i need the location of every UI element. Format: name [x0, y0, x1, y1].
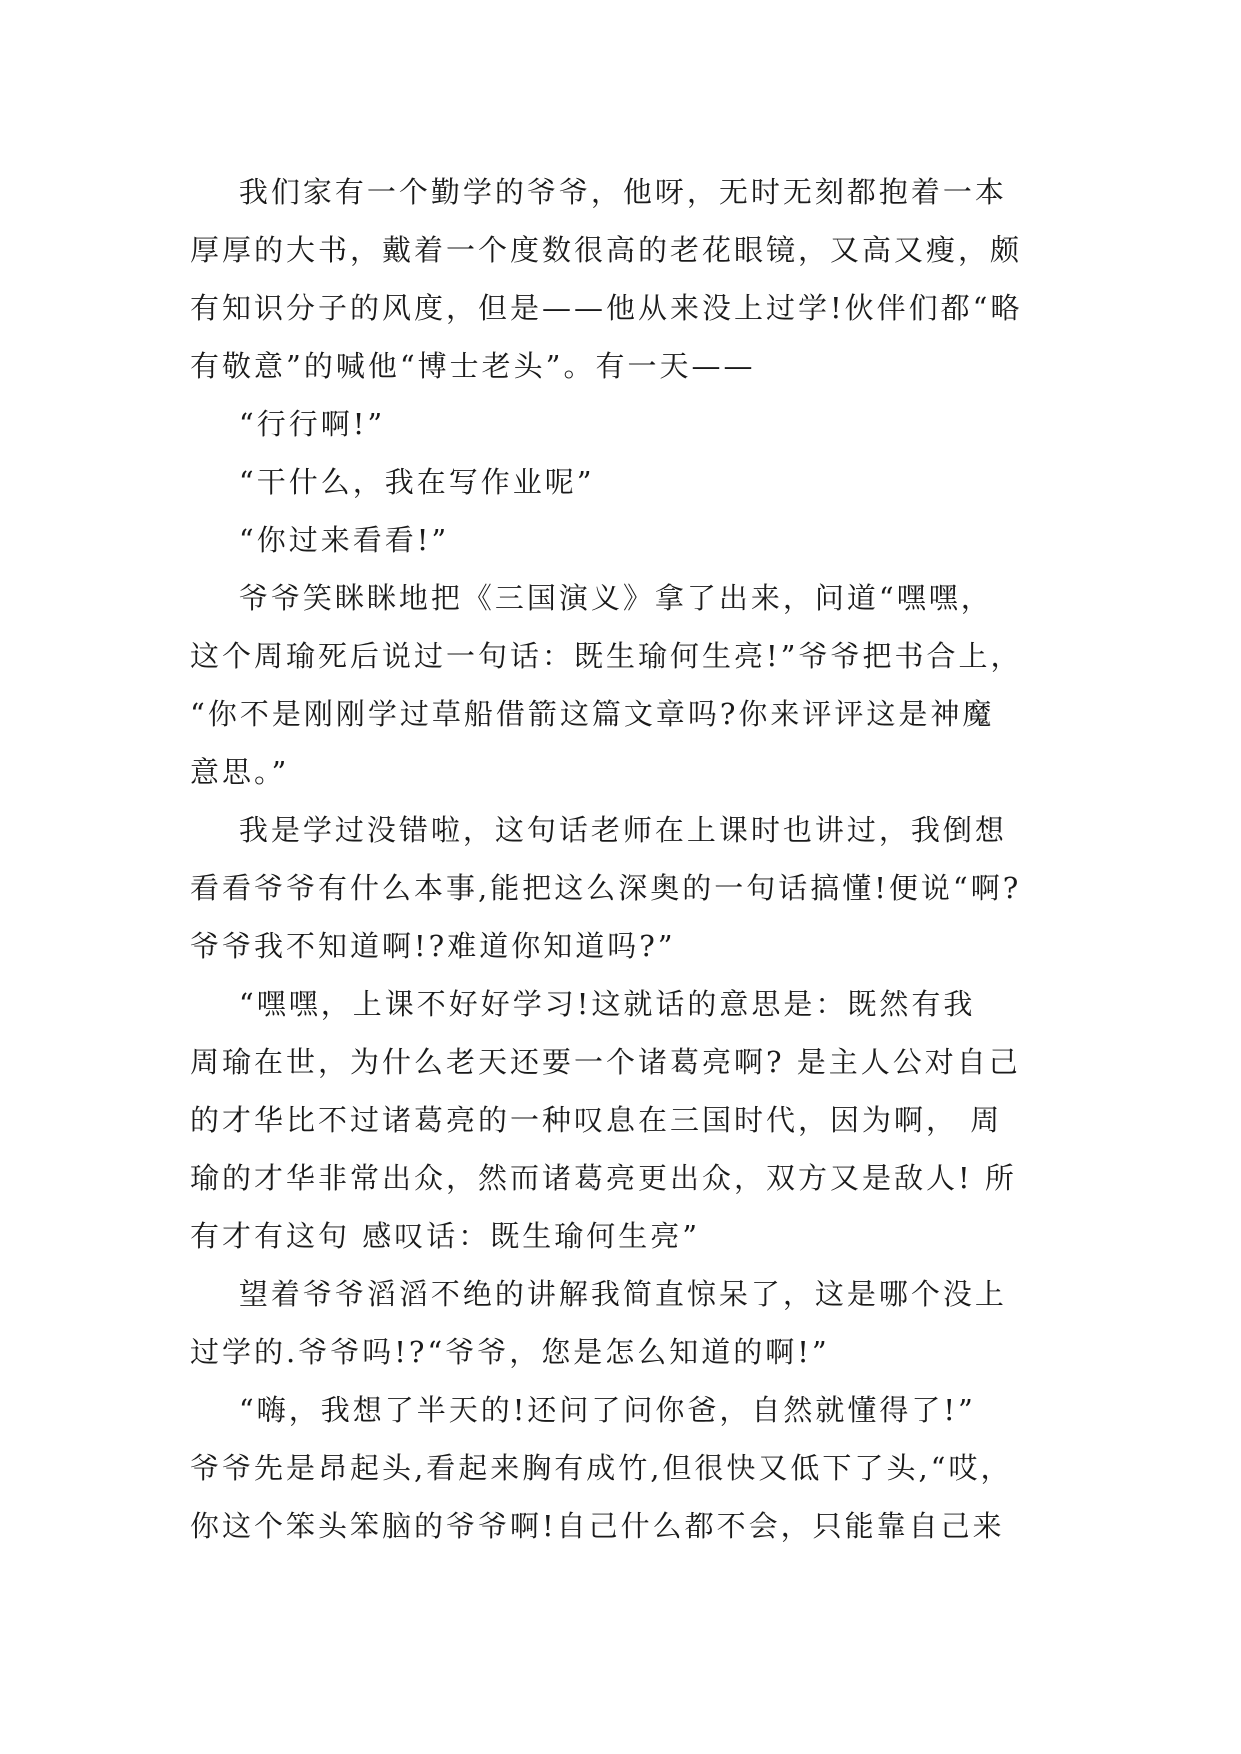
- text-line: 看看爷爷有什么本事,能把这么深奥的一句话搞懂!便说“啊?: [190, 871, 1022, 905]
- text-line: “嗨，我想了半天的!还问了问你爸，自然就懂得了!”: [190, 1393, 976, 1427]
- text-line: “你不是刚刚学过草船借箭这篇文章吗?你来评评这是神魔: [190, 697, 995, 731]
- text-line: 爷爷我不知道啊!?难道你知道吗?”: [190, 929, 676, 963]
- text-line: 过学的.爷爷吗!?“爷爷，您是怎么知道的啊!”: [190, 1335, 830, 1369]
- text-line: 的才华比不过诸葛亮的一种叹息在三国时代，因为啊， 周: [190, 1103, 1003, 1137]
- text-line: 有敬意”的喊他“博士老头”。有一天——: [190, 349, 756, 383]
- text-line: 意思。”: [190, 755, 290, 789]
- text-line: 有才有这句 感叹话：既生瑜何生亮”: [190, 1219, 701, 1253]
- essay-body: [190, 163, 1090, 1555]
- text-line: “行行啊!”: [190, 407, 386, 441]
- text-line: 你这个笨头笨脑的爷爷啊!自己什么都不会，只能靠自己来: [190, 1509, 1005, 1543]
- text-line: 有知识分子的风度，但是——他从来没上过学!伙伴们都“略: [190, 291, 1023, 325]
- text-line: 瑜的才华非常出众，然而诸葛亮更出众，双方又是敌人! 所: [190, 1161, 1017, 1195]
- text-line: 望着爷爷滔滔不绝的讲解我简直惊呆了，这是哪个没上: [190, 1277, 1007, 1311]
- text-line: 爷爷笑眯眯地把《三国演义》拿了出来，问道“嘿嘿，: [190, 581, 993, 615]
- text-line: “干什么，我在写作业呢”: [190, 465, 595, 499]
- text-line: “嘿嘿，上课不好好学习!这就话的意思是：既然有我: [190, 987, 976, 1021]
- text-line: 我是学过没错啦，这句话老师在上课时也讲过，我倒想: [190, 813, 1007, 847]
- text-line: 我们家有一个勤学的爷爷，他呀，无时无刻都抱着一本: [190, 175, 1007, 209]
- text-line: 这个周瑜死后说过一句话：既生瑜何生亮!”爷爷把书合上，: [190, 639, 1023, 673]
- text-line: 周瑜在世，为什么老天还要一个诸葛亮啊? 是主人公对自己: [190, 1045, 1021, 1079]
- text-line: “你过来看看!”: [190, 523, 450, 557]
- text-line: 厚厚的大书，戴着一个度数很高的老花眼镜，又高又瘦，颇: [190, 233, 1023, 267]
- text-line: 爷爷先是昂起头,看起来胸有成竹,但很快又低下了头,“哎，: [190, 1451, 1013, 1485]
